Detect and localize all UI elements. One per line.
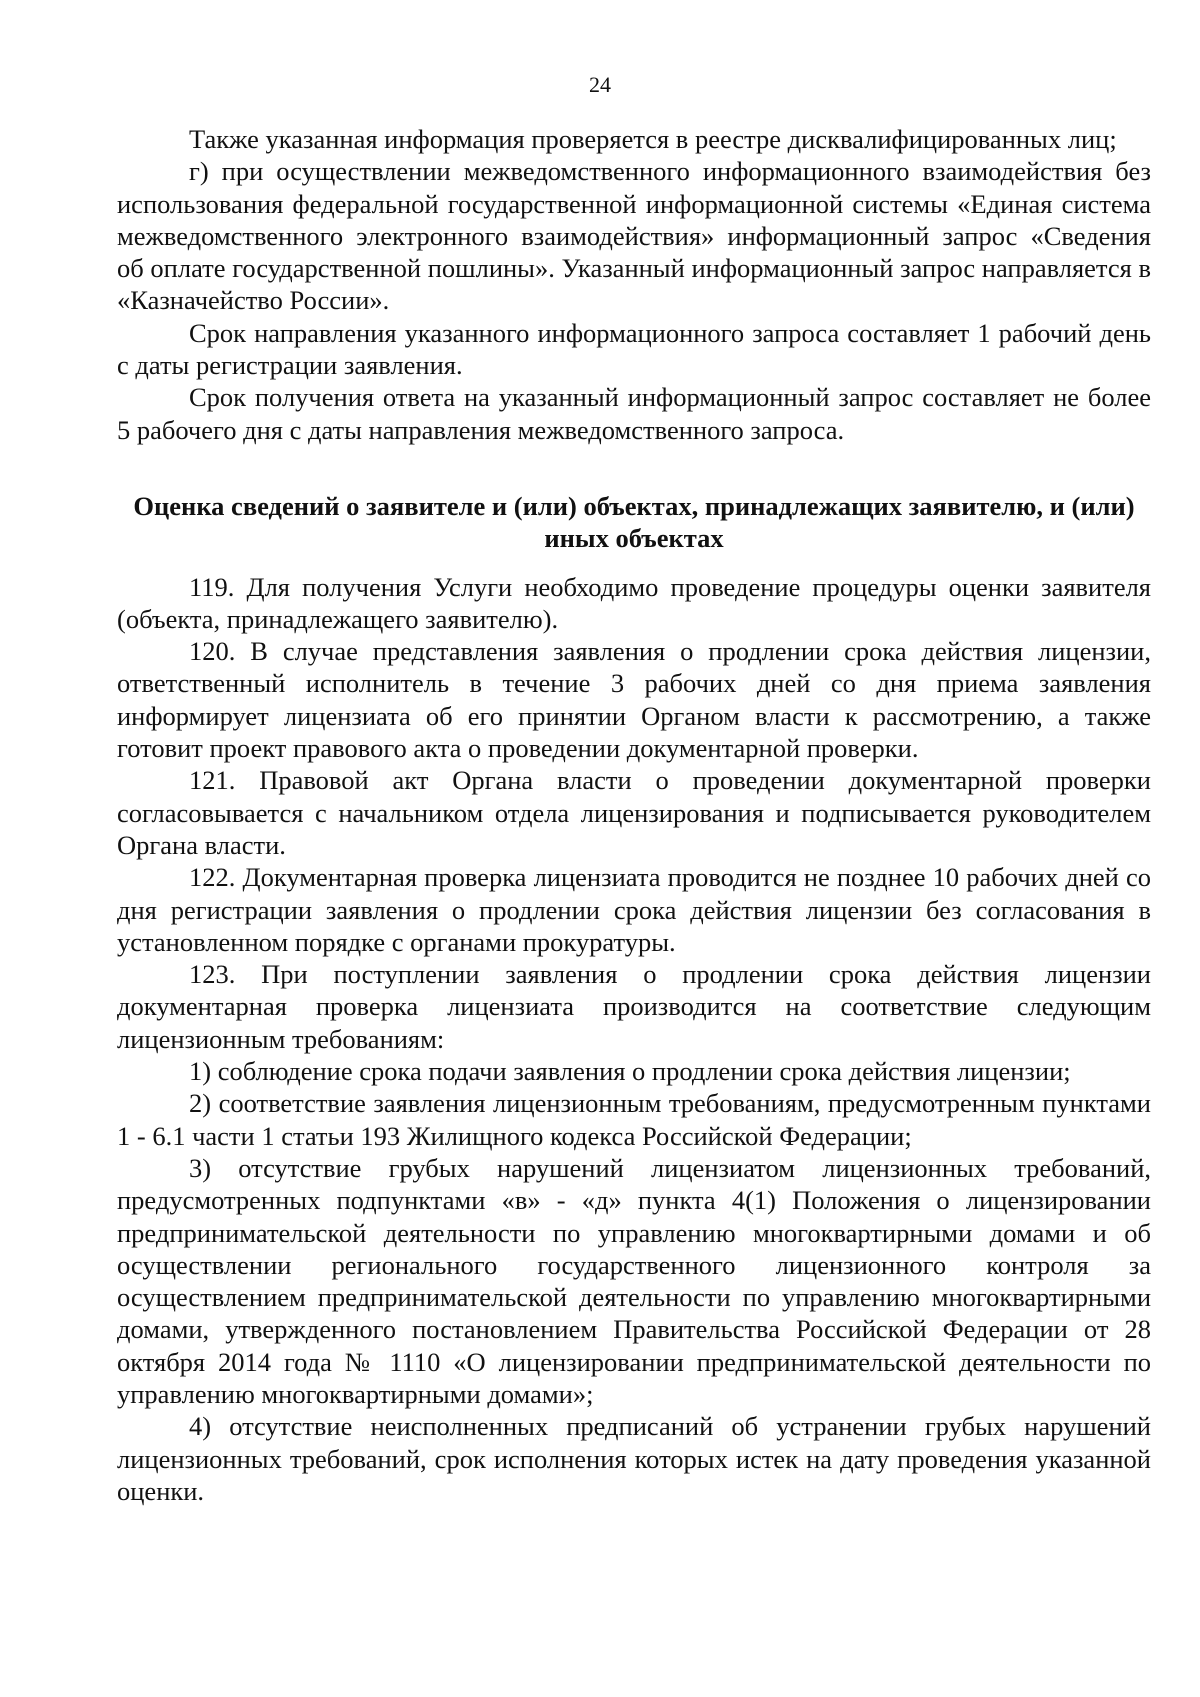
clause-121: 121. Правовой акт Органа власти о проведении документарной проверки согласовывается с начальником отдела лицензирования и подписывается руководителем Органа власти. — [117, 765, 1151, 860]
document-body — [117, 123, 1151, 1507]
paragraph-request-send-deadline: Срок направления указанного информационного запроса составляет 1 рабочий день с даты регистрации заявления. — [117, 317, 1151, 381]
section-heading: Оценка сведений о заявителе и (или) объектах, принадлежащих заявителю, и (или) иных объектах — [133, 490, 1135, 554]
requirement-item-3: 3) отсутствие грубых нарушений лицензиатом лицензионных требований, предусмотренных подпунктами «в» - «д» пункта 4(1) Положения о лицензировании предпринимательской деятельности по управлению многоквартирными домами и об осуществлении регионального государственного лицензионного контроля за осуществлением предпринимательской деятельности по управлению многоквартирными домами, утвержденного постановлением Правительства Российской Федерации от 28 октября 2014 года № 1110 «О лицензировании предпринимательской деятельности по управлению многоквартирными домами»; — [117, 1152, 1151, 1409]
clause-120: 120. В случае представления заявления о продлении срока действия лицензии, ответственный исполнитель в течение 3 рабочих дней со дня приема заявления информирует лицензиата об его принятии Органом власти к рассмотрению, а также готовит проект правового акта о проведении документарной проверки. — [117, 636, 1151, 764]
requirement-item-2: 2) соответствие заявления лицензионным требованиям, предусмотренным пунктами 1 - 6.1 части 1 статьи 193 Жилищного кодекса Российской Федерации; — [117, 1088, 1151, 1151]
clause-119: 119. Для получения Услуги необходимо проведение процедуры оценки заявителя (объекта, принадлежащего заявителю). — [117, 571, 1151, 634]
paragraph-response-deadline: Срок получения ответа на указанный информационный запрос составляет не более 5 рабочего дня с даты направления межведомственного запроса. — [117, 382, 1151, 445]
paragraph-interagency-request: г) при осуществлении межведомственного информационного взаимодействия без использования федеральной государственной информационной системы «Единая система межведомственного электронного взаимодействия» информационный запрос «Сведения об оплате государственной пошлины». Указанный информационный запрос направляется в «Казначейство России». — [117, 156, 1151, 316]
clause-123: 123. При поступлении заявления о продлении срока действия лицензии документарная проверка лицензиата производится на соответствие следующим лицензионным требованиям: — [117, 959, 1151, 1054]
requirement-item-4: 4) отсутствие неисполненных предписаний об устранении грубых нарушений лицензионных требований, срок исполнения которых истек на дату проведения указанной оценки. — [117, 1411, 1151, 1506]
paragraph-disqualified-registry: Также указанная информация проверяется в реестре дисквалифицированных лиц; — [189, 124, 1117, 154]
requirement-item-1: 1) соблюдение срока подачи заявления о продлении срока действия лицензии; — [189, 1056, 1071, 1087]
clause-122: 122. Документарная проверка лицензиата проводится не позднее 10 рабочих дней со дня регистрации заявления о продлении срока действия лицензии без согласования в установленном порядке с органами прокуратуры. — [117, 862, 1151, 957]
page-number: 24 — [589, 72, 611, 97]
